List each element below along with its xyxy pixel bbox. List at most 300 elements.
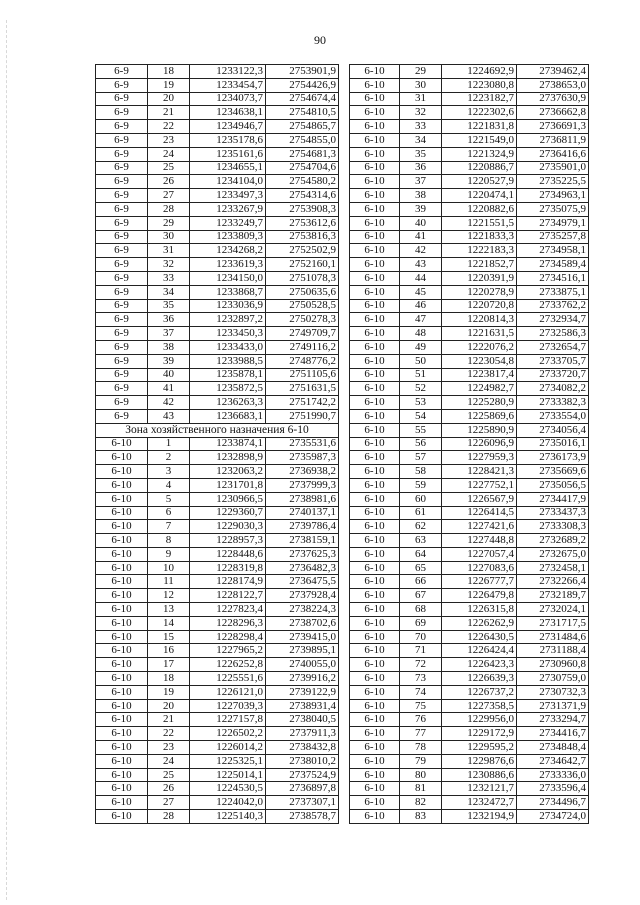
y-coordinate-cell: 2733294,7 bbox=[517, 713, 589, 727]
table-row bbox=[96, 216, 339, 230]
y-coordinate-cell: 2738702,6 bbox=[266, 616, 339, 630]
x-coordinate-cell: 1228319,8 bbox=[190, 561, 266, 575]
y-coordinate-cell: 2737307,1 bbox=[266, 796, 339, 810]
y-coordinate-cell: 2738432,8 bbox=[266, 741, 339, 755]
x-coordinate-cell: 1233450,3 bbox=[190, 327, 266, 341]
table-row bbox=[96, 244, 339, 258]
zone-cell: 6-10 bbox=[350, 202, 400, 216]
table-row bbox=[350, 796, 589, 810]
y-coordinate-cell: 2754674,4 bbox=[266, 92, 339, 106]
table-row bbox=[96, 603, 339, 617]
x-coordinate-cell: 1223182,7 bbox=[442, 92, 517, 106]
y-coordinate-cell: 2733554,0 bbox=[517, 409, 589, 423]
x-coordinate-cell: 1224042,0 bbox=[190, 796, 266, 810]
point-number-cell: 31 bbox=[400, 92, 442, 106]
x-coordinate-cell: 1233874,1 bbox=[190, 437, 266, 451]
point-number-cell: 59 bbox=[400, 478, 442, 492]
x-coordinate-cell: 1225140,3 bbox=[190, 810, 266, 824]
zone-cell: 6-10 bbox=[350, 616, 400, 630]
y-coordinate-cell: 2734958,1 bbox=[517, 244, 589, 258]
y-coordinate-cell: 2752160,1 bbox=[266, 258, 339, 272]
x-coordinate-cell: 1234655,1 bbox=[190, 161, 266, 175]
zone-cell: 6-9 bbox=[96, 133, 148, 147]
point-number-cell: 33 bbox=[400, 120, 442, 134]
zone-cell: 6-10 bbox=[350, 478, 400, 492]
point-number-cell: 41 bbox=[148, 382, 190, 396]
table-row bbox=[96, 175, 339, 189]
x-coordinate-cell: 1228957,3 bbox=[190, 534, 266, 548]
zone-cell: 6-10 bbox=[350, 810, 400, 824]
zone-cell: 6-10 bbox=[350, 354, 400, 368]
y-coordinate-cell: 2732689,2 bbox=[517, 534, 589, 548]
zone-cell: 6-10 bbox=[96, 492, 148, 506]
zone-cell: 6-10 bbox=[350, 423, 400, 437]
x-coordinate-cell: 1225280,9 bbox=[442, 396, 517, 410]
x-coordinate-cell: 1236683,1 bbox=[190, 409, 266, 423]
table-row bbox=[96, 658, 339, 672]
zone-cell: 6-10 bbox=[96, 547, 148, 561]
y-coordinate-cell: 2734496,7 bbox=[517, 796, 589, 810]
y-coordinate-cell: 2731371,9 bbox=[517, 699, 589, 713]
x-coordinate-cell: 1233868,7 bbox=[190, 285, 266, 299]
point-number-cell: 28 bbox=[148, 202, 190, 216]
x-coordinate-cell: 1233454,7 bbox=[190, 78, 266, 92]
point-number-cell: 51 bbox=[400, 368, 442, 382]
y-coordinate-cell: 2735901,0 bbox=[517, 161, 589, 175]
y-coordinate-cell: 2733596,4 bbox=[517, 782, 589, 796]
x-coordinate-cell: 1228122,7 bbox=[190, 589, 266, 603]
point-number-cell: 45 bbox=[400, 285, 442, 299]
table-row bbox=[350, 216, 589, 230]
y-coordinate-cell: 2738159,1 bbox=[266, 534, 339, 548]
y-coordinate-cell: 2735075,9 bbox=[517, 202, 589, 216]
x-coordinate-cell: 1232063,2 bbox=[190, 465, 266, 479]
table-row bbox=[350, 782, 589, 796]
zone-cell: 6-10 bbox=[96, 561, 148, 575]
x-coordinate-cell: 1226479,8 bbox=[442, 589, 517, 603]
y-coordinate-cell: 2749709,7 bbox=[266, 327, 339, 341]
table-row bbox=[96, 616, 339, 630]
table-row bbox=[350, 354, 589, 368]
zone-cell: 6-10 bbox=[350, 727, 400, 741]
x-coordinate-cell: 1226737,2 bbox=[442, 685, 517, 699]
point-number-cell: 43 bbox=[148, 409, 190, 423]
x-coordinate-cell: 1222183,3 bbox=[442, 244, 517, 258]
y-coordinate-cell: 2733875,1 bbox=[517, 285, 589, 299]
point-number-cell: 20 bbox=[148, 92, 190, 106]
point-number-cell: 16 bbox=[148, 644, 190, 658]
x-coordinate-cell: 1221833,3 bbox=[442, 230, 517, 244]
point-number-cell: 49 bbox=[400, 340, 442, 354]
y-coordinate-cell: 2734724,0 bbox=[517, 810, 589, 824]
table-row bbox=[350, 727, 589, 741]
x-coordinate-cell: 1230886,6 bbox=[442, 768, 517, 782]
point-number-cell: 18 bbox=[148, 65, 190, 79]
table-row bbox=[350, 713, 589, 727]
table-row bbox=[96, 354, 339, 368]
zone-cell: 6-10 bbox=[350, 340, 400, 354]
zone-cell: 6-10 bbox=[350, 713, 400, 727]
point-number-cell: 13 bbox=[148, 603, 190, 617]
zone-cell: 6-10 bbox=[350, 658, 400, 672]
point-number-cell: 37 bbox=[400, 175, 442, 189]
x-coordinate-cell: 1221549,0 bbox=[442, 133, 517, 147]
zone-cell: 6-10 bbox=[350, 189, 400, 203]
x-coordinate-cell: 1221631,5 bbox=[442, 327, 517, 341]
table-row bbox=[350, 741, 589, 755]
zone-cell: 6-10 bbox=[96, 520, 148, 534]
point-number-cell: 30 bbox=[400, 78, 442, 92]
y-coordinate-cell: 2732586,3 bbox=[517, 327, 589, 341]
point-number-cell: 53 bbox=[400, 396, 442, 410]
zone-cell: 6-10 bbox=[350, 382, 400, 396]
point-number-cell: 64 bbox=[400, 547, 442, 561]
point-number-cell: 57 bbox=[400, 451, 442, 465]
point-number-cell: 19 bbox=[148, 78, 190, 92]
table-row bbox=[350, 616, 589, 630]
x-coordinate-cell: 1220886,7 bbox=[442, 161, 517, 175]
table-row bbox=[350, 506, 589, 520]
y-coordinate-cell: 2734642,7 bbox=[517, 754, 589, 768]
zone-cell: 6-10 bbox=[96, 465, 148, 479]
zone-cell: 6-10 bbox=[96, 478, 148, 492]
point-number-cell: 80 bbox=[400, 768, 442, 782]
point-number-cell: 39 bbox=[400, 202, 442, 216]
point-number-cell: 68 bbox=[400, 603, 442, 617]
zone-cell: 6-10 bbox=[350, 106, 400, 120]
x-coordinate-cell: 1221831,8 bbox=[442, 120, 517, 134]
zone-cell: 6-10 bbox=[350, 575, 400, 589]
table-row bbox=[96, 561, 339, 575]
y-coordinate-cell: 2733382,3 bbox=[517, 396, 589, 410]
table-row bbox=[96, 506, 339, 520]
zone-cell: 6-10 bbox=[350, 409, 400, 423]
x-coordinate-cell: 1229172,9 bbox=[442, 727, 517, 741]
table-row bbox=[96, 368, 339, 382]
table-row bbox=[96, 547, 339, 561]
zone-cell: 6-10 bbox=[96, 727, 148, 741]
x-coordinate-cell: 1226014,2 bbox=[190, 741, 266, 755]
table-row bbox=[96, 299, 339, 313]
x-coordinate-cell: 1220474,1 bbox=[442, 189, 517, 203]
x-coordinate-cell: 1220882,6 bbox=[442, 202, 517, 216]
zone-cell: 6-10 bbox=[96, 782, 148, 796]
y-coordinate-cell: 2734082,2 bbox=[517, 382, 589, 396]
y-coordinate-cell: 2754314,6 bbox=[266, 189, 339, 203]
point-number-cell: 27 bbox=[148, 189, 190, 203]
table-row bbox=[350, 78, 589, 92]
table-row bbox=[350, 313, 589, 327]
point-number-cell: 36 bbox=[400, 161, 442, 175]
table-row bbox=[96, 340, 339, 354]
y-coordinate-cell: 2736811,9 bbox=[517, 133, 589, 147]
table-row bbox=[350, 754, 589, 768]
zone-cell: 6-10 bbox=[350, 299, 400, 313]
y-coordinate-cell: 2731717,5 bbox=[517, 616, 589, 630]
table-row bbox=[350, 258, 589, 272]
table-row bbox=[350, 106, 589, 120]
table-row bbox=[350, 561, 589, 575]
x-coordinate-cell: 1227157,8 bbox=[190, 713, 266, 727]
zone-cell: 6-9 bbox=[96, 161, 148, 175]
zone-cell: 6-9 bbox=[96, 354, 148, 368]
zone-cell: 6-10 bbox=[350, 547, 400, 561]
table-row bbox=[350, 340, 589, 354]
point-number-cell: 29 bbox=[400, 65, 442, 79]
y-coordinate-cell: 2735987,3 bbox=[266, 451, 339, 465]
point-number-cell: 43 bbox=[400, 258, 442, 272]
y-coordinate-cell: 2750635,6 bbox=[266, 285, 339, 299]
table-row bbox=[350, 368, 589, 382]
zone-cell: 6-10 bbox=[350, 741, 400, 755]
point-number-cell: 23 bbox=[148, 741, 190, 755]
point-number-cell: 22 bbox=[148, 120, 190, 134]
zone-cell: 6-10 bbox=[96, 616, 148, 630]
y-coordinate-cell: 2754681,3 bbox=[266, 147, 339, 161]
table-row bbox=[96, 810, 339, 824]
y-coordinate-cell: 2736173,9 bbox=[517, 451, 589, 465]
x-coordinate-cell: 1228296,3 bbox=[190, 616, 266, 630]
table-row bbox=[350, 451, 589, 465]
point-number-cell: 11 bbox=[148, 575, 190, 589]
point-number-cell: 35 bbox=[400, 147, 442, 161]
x-coordinate-cell: 1220527,9 bbox=[442, 175, 517, 189]
y-coordinate-cell: 2754426,9 bbox=[266, 78, 339, 92]
zone-cell: 6-10 bbox=[350, 244, 400, 258]
table-row bbox=[96, 258, 339, 272]
zone-cell: 6-10 bbox=[350, 561, 400, 575]
x-coordinate-cell: 1220278,9 bbox=[442, 285, 517, 299]
x-coordinate-cell: 1229956,0 bbox=[442, 713, 517, 727]
zone-cell: 6-10 bbox=[96, 810, 148, 824]
point-number-cell: 26 bbox=[148, 782, 190, 796]
x-coordinate-cell: 1225014,1 bbox=[190, 768, 266, 782]
point-number-cell: 25 bbox=[148, 161, 190, 175]
point-number-cell: 82 bbox=[400, 796, 442, 810]
point-number-cell: 29 bbox=[148, 216, 190, 230]
zone-cell: 6-9 bbox=[96, 271, 148, 285]
point-number-cell: 44 bbox=[400, 271, 442, 285]
table-row bbox=[350, 396, 589, 410]
x-coordinate-cell: 1227358,5 bbox=[442, 699, 517, 713]
table-row bbox=[96, 327, 339, 341]
zone-cell: 6-9 bbox=[96, 327, 148, 341]
point-number-cell: 81 bbox=[400, 782, 442, 796]
zone-cell: 6-10 bbox=[96, 713, 148, 727]
point-number-cell: 72 bbox=[400, 658, 442, 672]
point-number-cell: 79 bbox=[400, 754, 442, 768]
table-row bbox=[96, 672, 339, 686]
point-number-cell: 23 bbox=[148, 133, 190, 147]
point-number-cell: 74 bbox=[400, 685, 442, 699]
table-row bbox=[96, 396, 339, 410]
zone-cell: 6-10 bbox=[96, 685, 148, 699]
table-row bbox=[96, 630, 339, 644]
point-number-cell: 15 bbox=[148, 630, 190, 644]
x-coordinate-cell: 1227421,6 bbox=[442, 520, 517, 534]
y-coordinate-cell: 2738578,7 bbox=[266, 810, 339, 824]
y-coordinate-cell: 2752502,9 bbox=[266, 244, 339, 258]
table-row bbox=[96, 78, 339, 92]
table-row bbox=[350, 644, 589, 658]
x-coordinate-cell: 1222302,6 bbox=[442, 106, 517, 120]
y-coordinate-cell: 2730960,8 bbox=[517, 658, 589, 672]
point-number-cell: 30 bbox=[148, 230, 190, 244]
x-coordinate-cell: 1235872,5 bbox=[190, 382, 266, 396]
table-row bbox=[96, 92, 339, 106]
table-row bbox=[350, 244, 589, 258]
table-row bbox=[96, 685, 339, 699]
zone-cell: 6-9 bbox=[96, 299, 148, 313]
table-row bbox=[350, 409, 589, 423]
y-coordinate-cell: 2734848,4 bbox=[517, 741, 589, 755]
y-coordinate-cell: 2732675,0 bbox=[517, 547, 589, 561]
point-number-cell: 70 bbox=[400, 630, 442, 644]
y-coordinate-cell: 2737524,9 bbox=[266, 768, 339, 782]
zone-cell: 6-10 bbox=[350, 506, 400, 520]
point-number-cell: 24 bbox=[148, 147, 190, 161]
table-row bbox=[96, 285, 339, 299]
zone-cell: 6-9 bbox=[96, 313, 148, 327]
table-row bbox=[96, 575, 339, 589]
table-row bbox=[96, 727, 339, 741]
x-coordinate-cell: 1226423,3 bbox=[442, 658, 517, 672]
zone-cell: 6-10 bbox=[96, 534, 148, 548]
zone-cell: 6-9 bbox=[96, 382, 148, 396]
zone-cell: 6-9 bbox=[96, 147, 148, 161]
zone-cell: 6-10 bbox=[350, 120, 400, 134]
point-number-cell: 46 bbox=[400, 299, 442, 313]
point-number-cell: 3 bbox=[148, 465, 190, 479]
point-number-cell: 35 bbox=[148, 299, 190, 313]
y-coordinate-cell: 2734979,1 bbox=[517, 216, 589, 230]
x-coordinate-cell: 1220814,3 bbox=[442, 313, 517, 327]
table-row bbox=[350, 65, 589, 79]
y-coordinate-cell: 2735669,6 bbox=[517, 465, 589, 479]
x-coordinate-cell: 1226252,8 bbox=[190, 658, 266, 672]
x-coordinate-cell: 1234104,0 bbox=[190, 175, 266, 189]
table-row bbox=[96, 782, 339, 796]
x-coordinate-cell: 1233497,3 bbox=[190, 189, 266, 203]
point-number-cell: 34 bbox=[400, 133, 442, 147]
zone-cell: 6-10 bbox=[350, 782, 400, 796]
table-row bbox=[350, 465, 589, 479]
table-row bbox=[350, 547, 589, 561]
y-coordinate-cell: 2732024,1 bbox=[517, 603, 589, 617]
x-coordinate-cell: 1226121,0 bbox=[190, 685, 266, 699]
y-coordinate-cell: 2739895,1 bbox=[266, 644, 339, 658]
point-number-cell: 18 bbox=[148, 672, 190, 686]
point-number-cell: 62 bbox=[400, 520, 442, 534]
table-row bbox=[96, 271, 339, 285]
point-number-cell: 36 bbox=[148, 313, 190, 327]
point-number-cell: 17 bbox=[148, 658, 190, 672]
y-coordinate-cell: 2736662,8 bbox=[517, 106, 589, 120]
point-number-cell: 34 bbox=[148, 285, 190, 299]
y-coordinate-cell: 2754704,6 bbox=[266, 161, 339, 175]
y-coordinate-cell: 2731188,4 bbox=[517, 644, 589, 658]
x-coordinate-cell: 1228448,6 bbox=[190, 547, 266, 561]
point-number-cell: 4 bbox=[148, 478, 190, 492]
x-coordinate-cell: 1234946,7 bbox=[190, 120, 266, 134]
x-coordinate-cell: 1224982,7 bbox=[442, 382, 517, 396]
zone-cell: 6-10 bbox=[350, 368, 400, 382]
zone-cell: 6-10 bbox=[96, 699, 148, 713]
y-coordinate-cell: 2738224,3 bbox=[266, 603, 339, 617]
zone-cell: 6-10 bbox=[96, 589, 148, 603]
zone-cell: 6-10 bbox=[350, 78, 400, 92]
y-coordinate-cell: 2730759,0 bbox=[517, 672, 589, 686]
zone-cell: 6-9 bbox=[96, 216, 148, 230]
point-number-cell: 39 bbox=[148, 354, 190, 368]
table-row bbox=[96, 699, 339, 713]
zone-cell: 6-10 bbox=[350, 437, 400, 451]
point-number-cell: 38 bbox=[400, 189, 442, 203]
y-coordinate-cell: 2751105,6 bbox=[266, 368, 339, 382]
page-number: 90 bbox=[314, 33, 326, 47]
table-row bbox=[96, 409, 339, 423]
point-number-cell: 77 bbox=[400, 727, 442, 741]
table-row bbox=[96, 478, 339, 492]
x-coordinate-cell: 1233249,7 bbox=[190, 216, 266, 230]
table-row bbox=[96, 644, 339, 658]
table-row bbox=[96, 520, 339, 534]
point-number-cell: 8 bbox=[148, 534, 190, 548]
zone-cell: 6-10 bbox=[350, 175, 400, 189]
y-coordinate-cell: 2734963,1 bbox=[517, 189, 589, 203]
y-coordinate-cell: 2753612,6 bbox=[266, 216, 339, 230]
table-row bbox=[350, 575, 589, 589]
table-row bbox=[350, 299, 589, 313]
point-number-cell: 21 bbox=[148, 106, 190, 120]
zone-cell: 6-9 bbox=[96, 230, 148, 244]
x-coordinate-cell: 1227752,1 bbox=[442, 478, 517, 492]
table-row bbox=[350, 120, 589, 134]
x-coordinate-cell: 1224530,5 bbox=[190, 782, 266, 796]
table-row bbox=[350, 92, 589, 106]
y-coordinate-cell: 2735531,6 bbox=[266, 437, 339, 451]
point-number-cell: 69 bbox=[400, 616, 442, 630]
y-coordinate-cell: 2736482,3 bbox=[266, 561, 339, 575]
y-coordinate-cell: 2737911,3 bbox=[266, 727, 339, 741]
y-coordinate-cell: 2738653,0 bbox=[517, 78, 589, 92]
point-number-cell: 66 bbox=[400, 575, 442, 589]
point-number-cell: 26 bbox=[148, 175, 190, 189]
y-coordinate-cell: 2736475,5 bbox=[266, 575, 339, 589]
zone-cell: 6-10 bbox=[350, 699, 400, 713]
point-number-cell: 41 bbox=[400, 230, 442, 244]
point-number-cell: 20 bbox=[148, 699, 190, 713]
y-coordinate-cell: 2734589,4 bbox=[517, 258, 589, 272]
point-number-cell: 75 bbox=[400, 699, 442, 713]
x-coordinate-cell: 1227823,4 bbox=[190, 603, 266, 617]
table-row bbox=[96, 796, 339, 810]
x-coordinate-cell: 1233433,0 bbox=[190, 340, 266, 354]
table-row bbox=[350, 520, 589, 534]
y-coordinate-cell: 2754580,2 bbox=[266, 175, 339, 189]
coordinates-table-left bbox=[95, 64, 339, 824]
y-coordinate-cell: 2732189,7 bbox=[517, 589, 589, 603]
zone-cell: 6-10 bbox=[350, 133, 400, 147]
table-row bbox=[350, 147, 589, 161]
y-coordinate-cell: 2734516,1 bbox=[517, 271, 589, 285]
y-coordinate-cell: 2735225,5 bbox=[517, 175, 589, 189]
x-coordinate-cell: 1233619,3 bbox=[190, 258, 266, 272]
x-coordinate-cell: 1235178,6 bbox=[190, 133, 266, 147]
zone-cell: 6-9 bbox=[96, 368, 148, 382]
zone-cell: 6-10 bbox=[96, 741, 148, 755]
zone-cell: 6-10 bbox=[350, 589, 400, 603]
